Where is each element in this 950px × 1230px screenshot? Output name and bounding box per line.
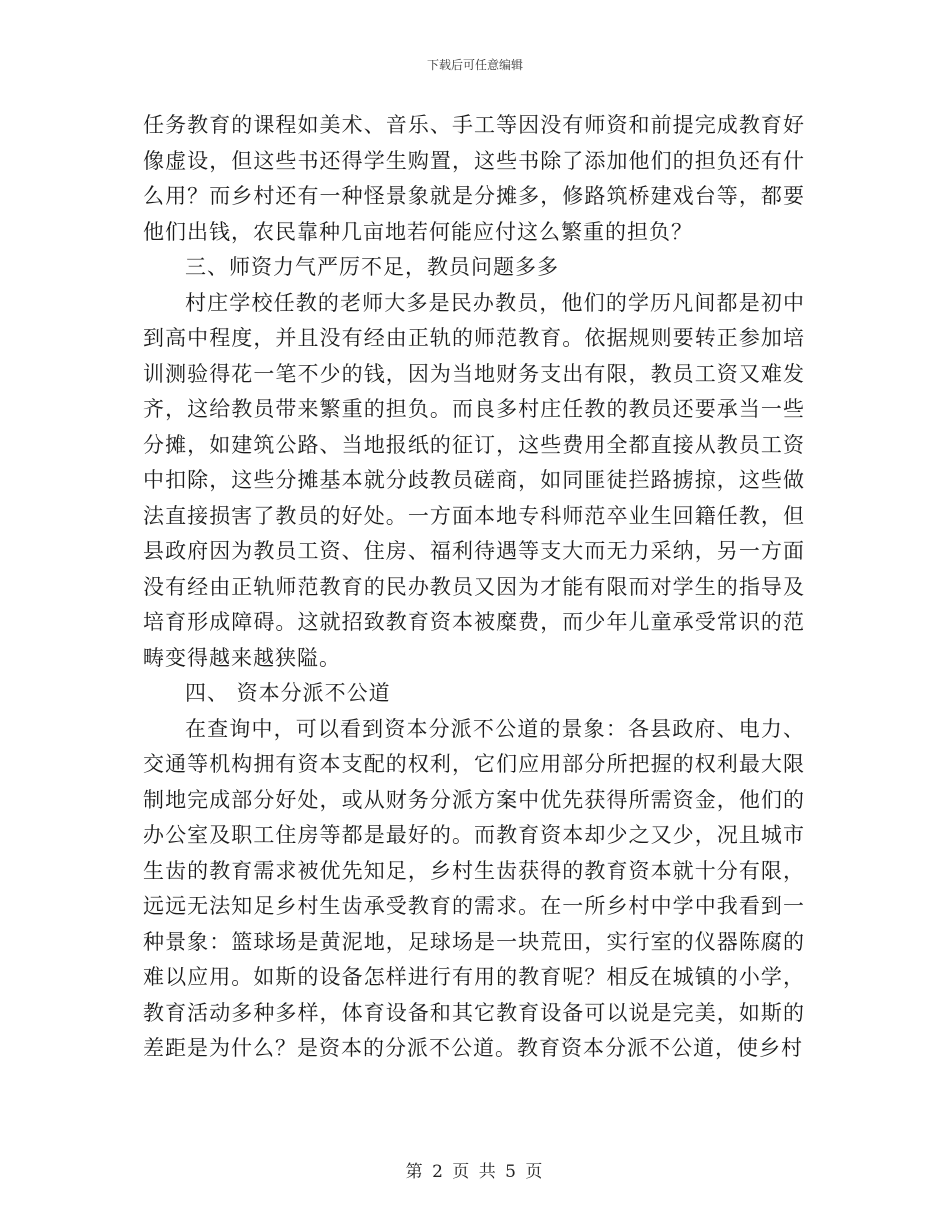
- section-heading: 四、 资本分派不公道: [185, 681, 391, 705]
- body-paragraph: 村庄学校任教的老师大多是民办教员，他们的学历凡间都是初中到高中程度，并且没有经由正轨的师范教育。依据规则要转正参加培训测验得花一笔不少的钱，因为当地财务支出有限，教员工资又难发齐，这给教员带来繁重的担负。而良多村庄任教的教员还要承当一些分摊，如建筑公路、当地报纸的征订，这些费用全都直接从教员工资中扣除，这些分摊基本就分歧教员磋商，如同匪徒拦路掳掠，这些做法直接损害了教员的好处。一方面本地专科师范卒业生回籍任教，但县政府因为教员工资、住房、福利待遇等支大而无力采纳，另一方面没有经由正轨师范教育的民办教员又因为才能有限而对学生的指导及培育形成障碍。这就招致教育资本被糜费，而少年儿童承受常识的范畴变得越来越狭隘。: [143, 290, 805, 670]
- section-heading: 三、师资力气严厉不足，教员问题多多: [185, 255, 559, 279]
- body-paragraph: 任务教育的课程如美术、音乐、手工等因没有师资和前提完成教育好像虚设，但这些书还得学生购置，这些书除了添加他们的担负还有什么用？而乡村还有一种怪景象就是分摊多，修路筑桥建戏台等，都要他们出钱，农民靠种几亩地若何能应付这么繁重的担负？: [143, 113, 805, 244]
- body-paragraph: 在查询中，可以看到资本分派不公道的景象：各县政府、电力、交通等机构拥有资本支配的权利，它们应用部分所把握的权利最大限制地完成部分好处，或从财务分派方案中优先获得所需资金，他们的办公室及职工住房等都是最好的。而教育资本却少之又少，况且城市生齿的教育需求被优先知足，乡村生齿获得的教育资本就十分有限，远远无法知足乡村生齿承受教育的需求。在一所乡村中学中我看到一种景象：篮球场是黄泥地，足球场是一块荒田，实行室的仪器陈腐的难以应用。如斯的设备怎样进行有用的教育呢？相反在城镇的小学，教育活动多种多样，体育设备和其它教育设备可以说是完美，如斯的差距是为什么？是资本的分派不公道。教育资本分派不公道，使乡村: [143, 716, 805, 1060]
- document-body: [143, 108, 805, 1067]
- page-number: 第 2 页 共 5 页: [405, 1162, 545, 1182]
- page-header: 下载后可任意编辑: [426, 58, 523, 72]
